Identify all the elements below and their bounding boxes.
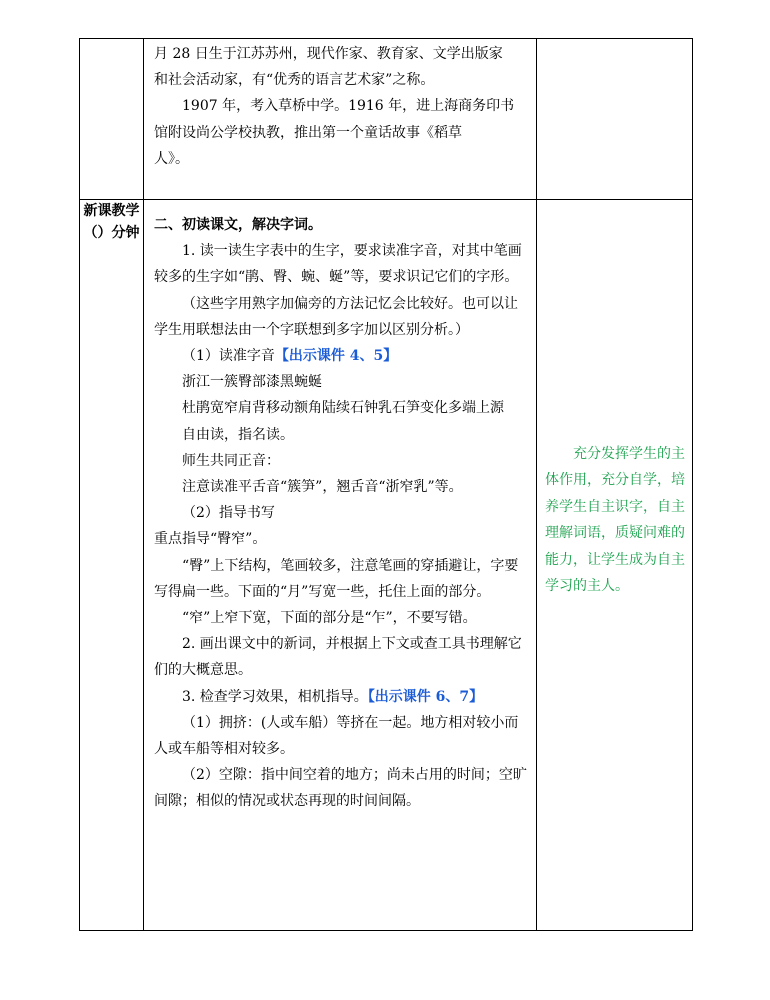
intro-line-3: 1907 年，考入草桥中学。1916 年，进上海商务印书 xyxy=(182,98,515,115)
lesson-content-cell xyxy=(144,200,537,931)
paragraph: （2）空隙：指中间空着的地方；尚未占用的时间；空旷间隙；相似的情况或状态再现的时间间隔。 xyxy=(154,767,527,810)
section-heading: 二、初读课文，解决字词。 xyxy=(154,217,322,233)
intro-line-4: 馆附设尚公学校执教，推出第一个童话故事《稻草 xyxy=(154,124,462,141)
courseware-reference: 【出示课件 6、7】 xyxy=(367,688,484,705)
paragraph: （1）读准字音【出示课件 4、5】 xyxy=(182,348,398,365)
intro-line-1: 月 28 日生于江苏苏州，现代作家、教育家、文学出版家 xyxy=(154,46,503,62)
paragraph: 注意读准平舌音“簇笋”，翘舌音“浙窄乳”等。 xyxy=(182,479,463,496)
paragraph: 浙江一簇臀部漆黑蜿蜒 xyxy=(182,374,322,391)
paragraph: “臀”上下结构，笔画较多，注意笔画的穿插避让，字要写得扁一些。下面的“月”写宽一些，托住上面的部分。 xyxy=(154,557,519,600)
design-note: 充分发挥学生的主体作用，充分自学，培养学生自主识字，自主理解词语，质疑问难的能力，让学生成为自主学习的主人。 xyxy=(545,445,685,594)
paragraph: 自由读，指名读。 xyxy=(182,426,294,443)
note-cell-empty xyxy=(537,39,693,200)
lesson-plan-table xyxy=(79,38,693,931)
paragraph: （1）拥挤：(人或车船）等挤在一起。地方相对较小而人或车船等相对较多。 xyxy=(154,714,519,758)
paragraph: “窄”上窄下宽，下面的部分是“乍”，不要写错。 xyxy=(182,610,477,627)
paragraph: （这些字用熟字加偏旁的方法记忆会比较好。也可以让学生用联想法由一个字联想到多字加以区别分析。） xyxy=(154,295,518,338)
paragraph: 1. 读一读生字表中的生字，要求读准字音，对其中笔画较多的生字如“鹃、臀、蜿、蜒”等，要求识记它们的字形。 xyxy=(154,243,522,286)
section-label: 新课教学（）分钟 xyxy=(80,200,144,931)
paragraph: 师生共同正音： xyxy=(182,452,280,469)
paragraph: 2. 画出课文中的新词，并根据上下文或查工具书理解它们的大概意思。 xyxy=(154,636,522,679)
intro-line-2: 和社会活动家，有“优秀的语言艺术家”之称。 xyxy=(154,72,435,89)
paragraph: （2）指导书写 xyxy=(182,505,275,522)
design-note-cell xyxy=(537,200,693,931)
intro-line-5: 人》。 xyxy=(154,150,189,167)
paragraph: 3. 检查学习效果，相机指导。【出示课件 6、7】 xyxy=(182,688,484,705)
table-row xyxy=(80,200,693,931)
paragraph: 杜鹃宽窄肩背移动额角陆续石钟乳石笋变化多端上源 xyxy=(182,400,504,417)
author-intro-cell xyxy=(144,39,537,200)
table-row xyxy=(80,39,693,200)
courseware-reference: 【出示课件 4、5】 xyxy=(274,348,398,365)
paragraph: 重点指导“臀窄”。 xyxy=(154,531,267,548)
label-cell-empty xyxy=(80,39,144,200)
